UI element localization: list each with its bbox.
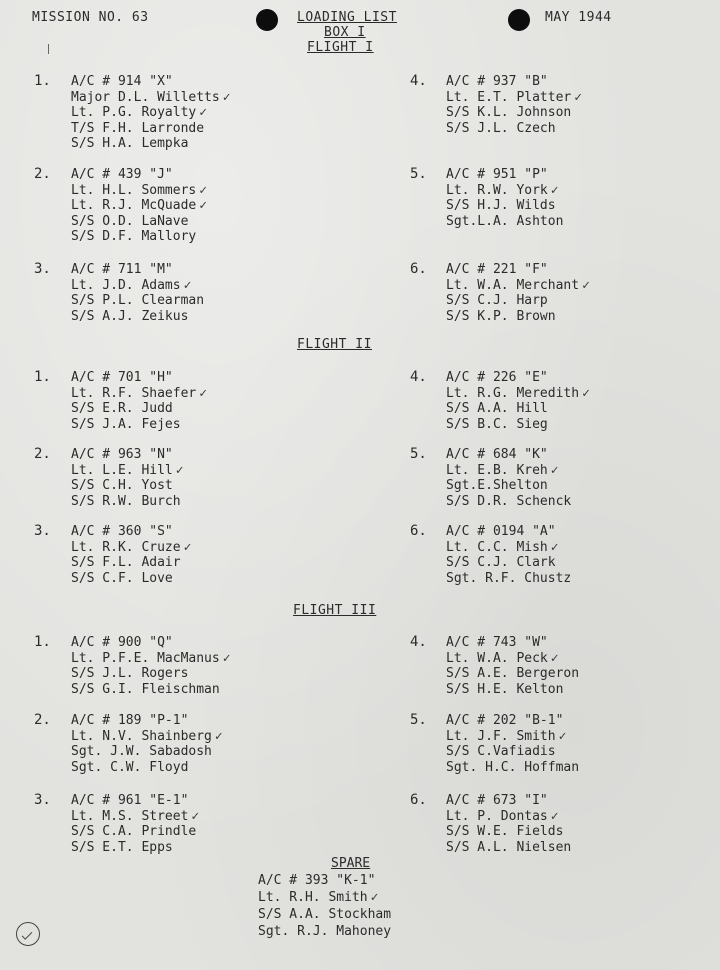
flight-title: FLIGHT III (293, 603, 377, 618)
crew-member (71, 540, 191, 556)
check-mark-icon: ✓ (222, 89, 231, 105)
check-mark-icon: ✓ (183, 277, 192, 293)
aircraft-line (71, 635, 231, 651)
aircraft-id: A/C # 189 "P-1" (71, 713, 189, 728)
box-label: BOX I (324, 25, 366, 40)
position-number: 3. (34, 792, 51, 808)
crew-name: Lt. J.D. Adams (71, 277, 181, 293)
aircraft-id: A/C # 673 "I" (446, 793, 548, 808)
crew-member (71, 278, 204, 294)
crew-name: Lt. P.F.E. MacManus (71, 650, 220, 666)
crew-name: S/S O.D. LaNave (71, 213, 189, 229)
crew-name: S/S K.L. Johnson (446, 105, 572, 120)
aircraft-id: A/C # 439 "J" (71, 167, 173, 182)
crew-name: Sgt. H.C. Hoffman (446, 759, 580, 775)
crew-member (71, 214, 207, 230)
aircraft-line (71, 370, 207, 386)
crew-member (71, 463, 184, 479)
crew-member (446, 478, 571, 494)
aircraft-id: A/C # 743 "W" (446, 635, 548, 650)
crew-member (446, 183, 563, 199)
crew-member (446, 278, 590, 294)
aircraft-line (446, 793, 571, 809)
crew-name: Lt. C.C. Mish (446, 539, 548, 555)
check-mark-icon: ✓ (183, 539, 192, 555)
list-date: MAY 1944 (545, 10, 612, 25)
check-mark-icon: ✓ (199, 198, 208, 213)
aircraft-id: A/C # 711 "M" (71, 262, 173, 277)
position-number: 1. (34, 73, 51, 89)
aircraft-id: A/C # 360 "S" (71, 524, 173, 539)
aircraft-line (71, 167, 207, 183)
crew-name: S/S H.E. Kelton (446, 681, 564, 697)
crew-name: S/S A.E. Bergeron (446, 666, 580, 681)
crew-member (71, 136, 231, 152)
crew-name: S/S C.Vafiadis (446, 744, 556, 759)
check-mark-icon: ✓ (574, 89, 583, 105)
check-stamp-icon (16, 922, 40, 946)
crew-member (446, 682, 579, 698)
crew-member (71, 824, 199, 840)
aircraft-id: A/C # 961 "E-1" (71, 793, 189, 808)
crew-block (71, 793, 199, 855)
crew-member (446, 293, 590, 309)
aircraft-id: A/C # 900 "Q" (71, 635, 173, 650)
aircraft-line (71, 793, 199, 809)
crew-member (71, 417, 207, 433)
flight-title: FLIGHT II (297, 337, 372, 352)
check-mark-icon: ✓ (175, 462, 184, 478)
check-mark-icon: ✓ (199, 105, 208, 120)
position-number: 2. (34, 712, 51, 728)
crew-member (71, 90, 231, 106)
crew-block (71, 635, 231, 697)
position-number: 5. (410, 712, 427, 728)
crew-member (71, 386, 207, 402)
crew-member (71, 293, 204, 309)
crew-member (71, 309, 204, 325)
crew-name: S/S D.R. Schenck (446, 493, 572, 509)
crew-name: Sgt. R.F. Chustz (446, 570, 572, 586)
position-number: 1. (34, 369, 51, 385)
aircraft-line (71, 447, 184, 463)
position-number: 5. (410, 166, 427, 182)
crew-member (446, 417, 590, 433)
crew-name: Major D.L. Willetts (71, 89, 220, 105)
check-mark-icon: ✓ (550, 650, 559, 666)
crew-block (446, 370, 590, 432)
aircraft-line (258, 872, 391, 889)
aircraft-line (446, 713, 579, 729)
crew-name: Lt. R.K. Cruze (71, 539, 181, 555)
crew-block (71, 524, 191, 586)
crew-name: S/S C.F. Love (71, 570, 173, 586)
position-number: 6. (410, 261, 427, 277)
check-mark-icon: ✓ (199, 182, 208, 198)
crew-block (446, 74, 582, 136)
crew-block (446, 635, 579, 697)
crew-name: Lt. W.A. Peck (446, 650, 548, 666)
crew-block (71, 167, 207, 245)
crew-name: Lt. H.L. Sommers (71, 182, 197, 198)
crew-member (71, 494, 184, 510)
crew-name: S/S C.H. Yost (71, 478, 173, 493)
check-mark-icon: ✓ (222, 650, 231, 666)
crew-name: S/S E.T. Epps (71, 839, 173, 855)
crew-member (446, 214, 563, 230)
crew-name: S/S A.A. Stockham (258, 907, 392, 922)
crew-name: Sgt. J.W. Sabadosh (71, 744, 212, 759)
crew-member (258, 889, 391, 906)
aircraft-id: A/C # 963 "N" (71, 447, 173, 462)
crew-member (446, 463, 571, 479)
position-number: 3. (34, 523, 51, 539)
check-mark-icon: ✓ (370, 890, 379, 905)
crew-name: Lt. R.W. York (446, 182, 548, 198)
aircraft-line (446, 447, 571, 463)
crew-block (446, 524, 571, 586)
crew-member (446, 760, 579, 776)
aircraft-id: A/C # 951 "P" (446, 167, 548, 182)
crew-block (446, 793, 571, 855)
crew-member (71, 840, 199, 856)
mission-number: MISSION NO. 63 (32, 10, 149, 25)
punch-hole-right (508, 9, 530, 31)
check-mark-icon: ✓ (199, 385, 208, 401)
crew-block (71, 447, 184, 509)
crew-member (71, 198, 207, 214)
crew-member (446, 386, 590, 402)
crew-member (446, 666, 579, 682)
crew-name: S/S D.F. Mallory (71, 229, 197, 244)
crew-member (446, 90, 582, 106)
crew-name: S/S K.P. Brown (446, 308, 556, 324)
crew-member (446, 555, 571, 571)
crew-member (446, 744, 579, 760)
crew-member (258, 906, 391, 923)
crew-name: S/S J.A. Fejes (71, 416, 181, 432)
crew-name: S/S B.C. Sieg (446, 416, 548, 432)
crew-name: Lt. P. Dontas (446, 808, 548, 824)
crew-member (446, 401, 590, 417)
crew-name: S/S H.A. Lempka (71, 136, 189, 151)
crew-name: S/S A.J. Zeikus (71, 308, 189, 324)
aircraft-id: A/C # 226 "E" (446, 370, 548, 385)
crew-member (446, 729, 579, 745)
aircraft-id: A/C # 937 "B" (446, 74, 548, 89)
position-number: 1. (34, 634, 51, 650)
aircraft-line (446, 262, 590, 278)
crew-name: S/S C.J. Harp (446, 293, 548, 308)
crew-name: Lt. P.G. Royalty (71, 105, 197, 120)
crew-name: Lt. E.B. Kreh (446, 462, 548, 478)
position-number: 2. (34, 446, 51, 462)
crew-name: Sgt.L.A. Ashton (446, 213, 564, 229)
crew-name: Lt. R.J. McQuade (71, 198, 197, 213)
crew-name: Lt. J.F. Smith (446, 728, 556, 744)
crew-name: S/S C.A. Prindle (71, 824, 197, 839)
crew-name: S/S F.L. Adair (71, 555, 181, 570)
check-mark-icon: ✓ (550, 462, 559, 478)
crew-member (71, 401, 207, 417)
crew-member (71, 121, 231, 137)
check-mark-icon: ✓ (191, 808, 200, 824)
check-mark-icon: ✓ (582, 277, 590, 293)
crew-member (71, 555, 191, 571)
crew-member (446, 198, 563, 214)
crew-name: S/S E.R. Judd (71, 401, 173, 416)
crew-name: Lt. L.E. Hill (71, 462, 173, 478)
crew-member (446, 540, 571, 556)
aircraft-line (71, 713, 223, 729)
crew-member (446, 121, 582, 137)
crew-block (446, 447, 571, 509)
aircraft-id: A/C # 221 "F" (446, 262, 548, 277)
aircraft-line (71, 262, 204, 278)
crew-name: S/S A.A. Hill (446, 401, 548, 416)
position-number: 4. (410, 73, 427, 89)
crew-name: Sgt. R.J. Mahoney (258, 924, 392, 939)
aircraft-line (446, 524, 571, 540)
crew-name: S/S H.J. Wilds (446, 198, 556, 213)
crew-member (71, 229, 207, 245)
check-mark-icon: ✓ (550, 539, 559, 555)
crew-member (446, 309, 590, 325)
crew-block (71, 713, 223, 775)
crew-name: Lt. R.G. Meredith (446, 385, 580, 401)
crew-member (446, 824, 571, 840)
crew-block (71, 262, 204, 324)
crew-block (446, 262, 590, 324)
flight-title: FLIGHT I (307, 40, 374, 55)
check-mark-icon: ✓ (550, 182, 559, 198)
crew-member (71, 651, 231, 667)
crew-name: Sgt.E.Shelton (446, 478, 548, 493)
crew-block (71, 74, 231, 152)
crew-name: Lt. N.V. Shainberg (71, 728, 212, 744)
crew-name: S/S G.I. Fleischman (71, 681, 220, 697)
aircraft-line (71, 74, 231, 90)
crew-member (71, 809, 199, 825)
crew-member (71, 682, 231, 698)
position-number: 6. (410, 523, 427, 539)
crew-name: S/S R.W. Burch (71, 493, 181, 509)
spare-crew-block (258, 872, 391, 940)
crew-block (446, 713, 579, 775)
crew-member (71, 183, 207, 199)
crew-block (446, 167, 563, 229)
check-mark-icon: ✓ (550, 808, 559, 824)
crew-member (446, 494, 571, 510)
aircraft-line (446, 167, 563, 183)
crew-name: S/S J.L. Rogers (71, 666, 189, 681)
crew-member (446, 571, 571, 587)
crew-name: S/S J.L. Czech (446, 120, 556, 136)
crew-name: Lt. W.A. Merchant (446, 277, 580, 293)
position-number: 2. (34, 166, 51, 182)
aircraft-line (446, 74, 582, 90)
spare-title: SPARE (331, 856, 371, 871)
paper-mark (48, 44, 49, 54)
aircraft-id: A/C # 202 "B-1" (446, 713, 564, 728)
crew-name: S/S A.L. Nielsen (446, 839, 572, 855)
crew-member (446, 840, 571, 856)
aircraft-id: A/C # 0194 "A" (446, 524, 556, 539)
crew-member (446, 809, 571, 825)
aircraft-id: A/C # 393 "K-1" (258, 873, 376, 888)
crew-member (71, 666, 231, 682)
list-title: LOADING LIST (297, 10, 397, 25)
crew-member (71, 729, 223, 745)
punch-hole-left (256, 9, 278, 31)
crew-member (71, 571, 191, 587)
crew-member (258, 923, 391, 940)
crew-name: Lt. E.T. Platter (446, 89, 572, 105)
position-number: 3. (34, 261, 51, 277)
position-number: 4. (410, 634, 427, 650)
position-number: 4. (410, 369, 427, 385)
aircraft-id: A/C # 701 "H" (71, 370, 173, 385)
position-number: 5. (410, 446, 427, 462)
position-number: 6. (410, 792, 427, 808)
check-mark-icon: ✓ (558, 728, 567, 744)
crew-name: Lt. R.F. Shaefer (71, 385, 197, 401)
crew-member (446, 105, 582, 121)
crew-name: T/S F.H. Larronde (71, 120, 205, 136)
aircraft-id: A/C # 684 "K" (446, 447, 548, 462)
crew-member (71, 744, 223, 760)
crew-name: S/S P.L. Clearman (71, 293, 205, 308)
crew-member (446, 651, 579, 667)
crew-name: Lt. M.S. Street (71, 808, 189, 824)
aircraft-line (446, 370, 590, 386)
crew-member (71, 105, 231, 121)
crew-name: S/S C.J. Clark (446, 555, 556, 570)
check-mark-icon: ✓ (582, 385, 590, 401)
aircraft-line (71, 524, 191, 540)
aircraft-id: A/C # 914 "X" (71, 74, 173, 89)
crew-member (71, 760, 223, 776)
crew-block (71, 370, 207, 432)
crew-name: S/S W.E. Fields (446, 824, 564, 839)
crew-name: Sgt. C.W. Floyd (71, 759, 189, 775)
crew-member (71, 478, 184, 494)
crew-name: Lt. R.H. Smith (258, 890, 368, 905)
aircraft-line (446, 635, 579, 651)
check-mark-icon: ✓ (214, 728, 223, 744)
